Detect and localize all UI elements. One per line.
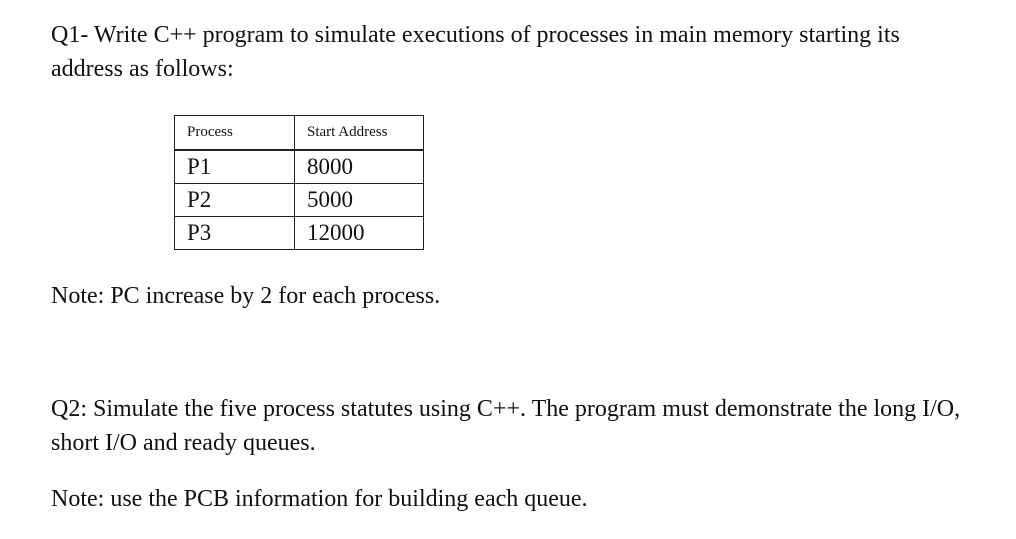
address-cell: 5000 <box>295 184 424 217</box>
question-2-text: Q2: Simulate the five process statutes using C++. The program must demonstrate the long I/O, short I/O and ready queues. <box>51 396 961 456</box>
table-row <box>175 184 424 217</box>
header-start-address: Start Address <box>295 116 424 151</box>
question-1-text: Q1- Write C++ program to simulate executions of processes in main memory starting its address as follows: <box>51 22 900 82</box>
address-cell: 8000 <box>295 150 424 184</box>
process-table <box>174 115 424 250</box>
process-cell: P2 <box>175 184 295 217</box>
note-1-text: Note: PC increase by 2 for each process. <box>51 283 441 309</box>
note-2-text: Note: use the PCB information for building each queue. <box>51 486 588 512</box>
table-row <box>175 217 424 250</box>
table-header-row <box>175 116 424 151</box>
header-process: Process <box>175 116 295 151</box>
process-cell: P3 <box>175 217 295 250</box>
process-cell: P1 <box>175 150 295 184</box>
table-row <box>175 150 424 184</box>
address-cell: 12000 <box>295 217 424 250</box>
